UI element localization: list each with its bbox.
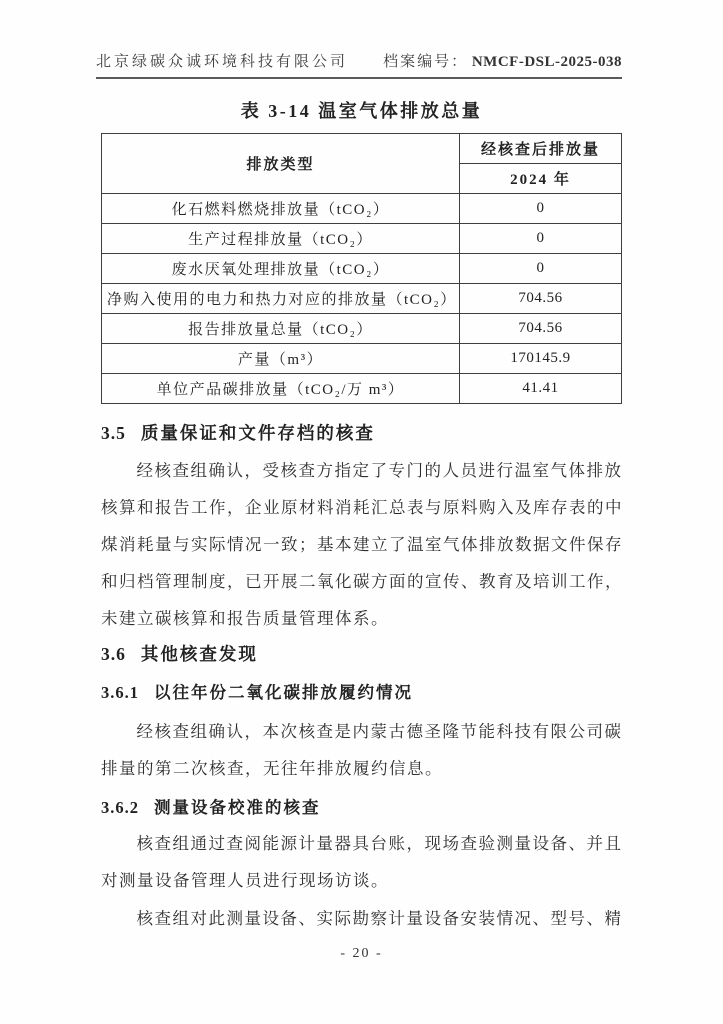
section-3-6-1-heading xyxy=(101,679,622,703)
row-label: 废水厌氧处理排放量（tCO₂） xyxy=(102,254,460,284)
column-header-emission-type: 排放类型 xyxy=(102,134,460,194)
paragraph-line: 排量的第二次核查，无往年排放履约信息。 xyxy=(101,759,443,778)
section-3-5-heading xyxy=(101,420,622,445)
section-3-6-2-paragraph-1 xyxy=(101,825,622,899)
row-label: 报告排放量总量（tCO₂） xyxy=(102,314,460,344)
section-title: 其他核查发现 xyxy=(140,644,258,664)
emissions-table xyxy=(101,133,622,404)
section-3-6-2-heading xyxy=(101,794,622,818)
table-row xyxy=(102,374,622,404)
file-number xyxy=(383,50,622,71)
section-number: 3.6 xyxy=(101,644,126,664)
file-number-label: 档案编号： xyxy=(383,54,469,70)
table-row xyxy=(102,224,622,254)
page-number: - 20 - xyxy=(340,946,383,961)
row-value: 704.56 xyxy=(460,314,622,344)
section-number: 3.6.2 xyxy=(101,798,139,817)
row-label: 产量（m³） xyxy=(102,344,460,374)
paragraph-line: 核算和报告工作，企业原材料消耗汇总表与原料购入及库存表的中 xyxy=(101,498,623,517)
row-value: 41.41 xyxy=(460,374,622,404)
row-label: 化石燃料燃烧排放量（tCO₂） xyxy=(102,194,460,224)
table-row xyxy=(102,284,622,314)
file-number-value: NMCF-DSL-2025-038 xyxy=(471,54,622,70)
section-title: 测量设备校准的核查 xyxy=(154,798,321,817)
document-header xyxy=(96,50,622,79)
section-3-6-2-paragraph-2 xyxy=(101,900,622,937)
column-header-verified-emissions: 经核查后排放量 xyxy=(460,134,622,164)
row-label: 净购入使用的电力和热力对应的排放量（tCO₂） xyxy=(102,284,460,314)
paragraph-line: 未建立碳核算和报告质量管理体系。 xyxy=(101,609,389,628)
table-header-row-1 xyxy=(102,134,622,164)
paragraph-line: 经核查组确认，本次核查是内蒙古德圣隆节能科技有限公司碳 xyxy=(136,722,623,741)
paragraph-line: 对测量设备管理人员进行现场访谈。 xyxy=(101,871,389,890)
section-number: 3.5 xyxy=(101,423,126,443)
paragraph-line: 和归档管理制度，已开展二氧化碳方面的宣传、教育及培训工作， xyxy=(101,572,623,591)
table-row xyxy=(102,194,622,224)
row-value: 0 xyxy=(460,194,622,224)
section-3-6-1-paragraph xyxy=(101,713,622,787)
section-3-5-paragraph xyxy=(101,452,622,637)
row-value: 704.56 xyxy=(460,284,622,314)
paragraph-line: 经核查组确认，受核查方指定了专门的人员进行温室气体排放 xyxy=(136,461,623,480)
company-name: 北京绿碳众诚环境科技有限公司 xyxy=(96,54,349,70)
paragraph-line: 核查组对此测量设备、实际勘察计量设备安装情况、型号、精 xyxy=(136,909,623,928)
column-header-year: 2024 年 xyxy=(460,164,622,194)
table-row xyxy=(102,344,622,374)
row-label: 生产过程排放量（tCO₂） xyxy=(102,224,460,254)
section-3-6-heading xyxy=(101,641,622,666)
row-value: 0 xyxy=(460,224,622,254)
paragraph-line: 核查组通过查阅能源计量器具台账，现场查验测量设备、并且 xyxy=(136,834,623,853)
table-row xyxy=(102,254,622,284)
row-value: 170145.9 xyxy=(460,344,622,374)
section-title: 质量保证和文件存档的核查 xyxy=(140,423,375,443)
section-title: 以往年份二氧化碳排放履约情况 xyxy=(154,683,413,702)
paragraph-line: 煤消耗量与实际情况一致；基本建立了温室气体排放数据文件保存 xyxy=(101,535,623,554)
section-number: 3.6.1 xyxy=(101,683,139,702)
row-label: 单位产品碳排放量（tCO₂/万 m³） xyxy=(102,374,460,404)
table-row xyxy=(102,314,622,344)
row-value: 0 xyxy=(460,254,622,284)
table-title: 表 3-14 温室气体排放总量 xyxy=(240,101,483,121)
